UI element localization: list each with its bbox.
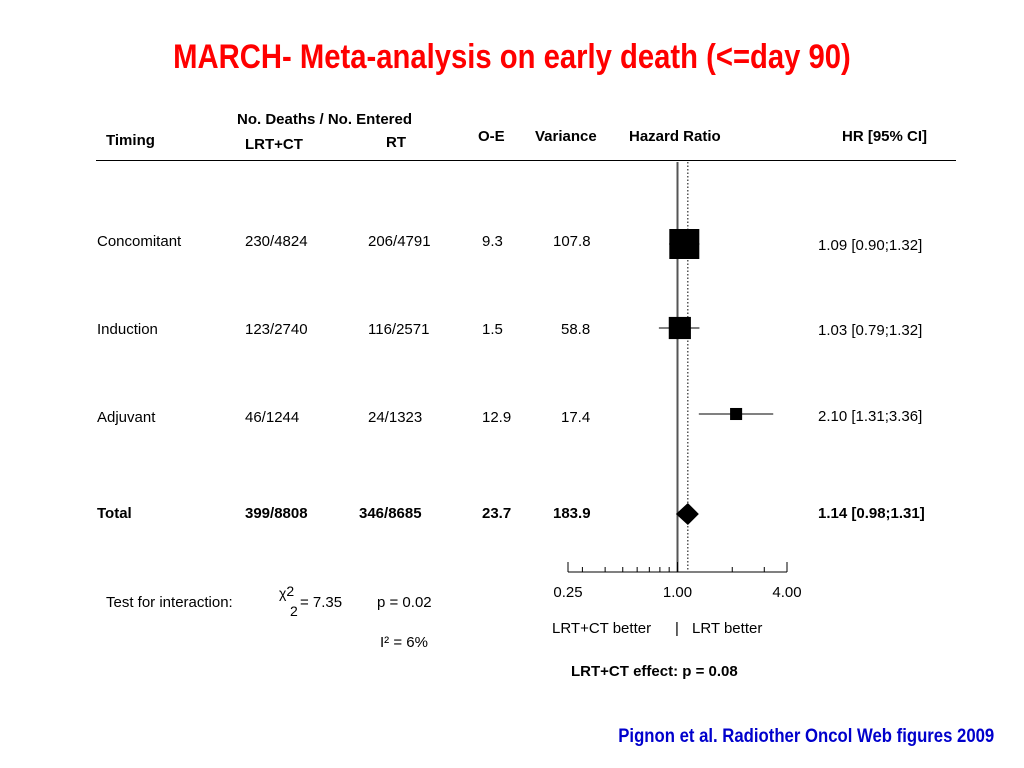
row-label-concomitant: Concomitant <box>97 233 182 250</box>
row-variance-induction: 58.8 <box>561 321 591 338</box>
row-hr-adjuvant: 2.10 [1.31;3.36] <box>818 408 923 425</box>
header-hazard-ratio: Hazard Ratio <box>629 128 721 145</box>
row-label-induction: Induction <box>97 321 158 338</box>
hr-square-induction <box>669 317 691 339</box>
hr-square-concomitant <box>669 229 699 259</box>
row-label-adjuvant: Adjuvant <box>97 409 156 426</box>
row-lrt-ct-induction: 123/2740 <box>245 321 308 338</box>
header-variance: Variance <box>535 128 597 145</box>
pooled-diamond <box>676 503 699 525</box>
header-oe: O-E <box>478 128 505 145</box>
chi-square-value: = 7.35 <box>300 594 343 611</box>
row-variance-total: 183.9 <box>553 505 591 522</box>
row-hr-induction: 1.03 [0.79;1.32] <box>818 322 923 339</box>
slide-title: MARCH- Meta-analysis on early death (<=day 90) <box>173 38 851 76</box>
row-variance-concomitant: 107.8 <box>553 233 591 250</box>
axis-caption-separator: | <box>675 620 679 637</box>
citation: Pignon et al. Radiother Oncol Web figures 2009 <box>618 726 994 747</box>
x-tick-label: 4.00 <box>772 584 802 601</box>
overall-effect: LRT+CT effect: p = 0.08 <box>571 663 738 680</box>
header-rt: RT <box>386 134 406 151</box>
header-hr-ci: HR [95% CI] <box>842 128 928 145</box>
row-oe-adjuvant: 12.9 <box>482 409 512 426</box>
chi-square-df: 2 <box>290 603 298 619</box>
row-lrt-ct-adjuvant: 46/1244 <box>245 409 300 426</box>
axis-caption-left: LRT+CT better <box>552 620 652 637</box>
x-tick-label: 1.00 <box>662 584 693 601</box>
row-lrt-ct-concomitant: 230/4824 <box>245 233 308 250</box>
row-oe-total: 23.7 <box>482 505 512 522</box>
row-lrt-ct-total: 399/8808 <box>245 505 308 522</box>
header-timing: Timing <box>106 132 155 149</box>
row-rt-concomitant: 206/4791 <box>368 233 431 250</box>
row-rt-total: 346/8685 <box>359 505 422 522</box>
x-tick-label: 0.25 <box>553 584 583 601</box>
axis-caption-right: LRT better <box>692 620 763 637</box>
interaction-p-value: p = 0.02 <box>377 594 432 611</box>
hr-square-adjuvant <box>730 408 742 420</box>
header-deaths-group: No. Deaths / No. Entered <box>237 111 413 128</box>
interaction-label: Test for interaction: <box>106 594 233 611</box>
row-oe-concomitant: 9.3 <box>482 233 503 250</box>
row-hr-total: 1.14 [0.98;1.31] <box>818 505 925 522</box>
row-oe-induction: 1.5 <box>482 321 503 338</box>
chi-square-symbol: χ2 <box>279 583 295 601</box>
row-variance-adjuvant: 17.4 <box>561 409 591 426</box>
row-label-total: Total <box>97 505 132 522</box>
row-rt-induction: 116/2571 <box>368 321 430 338</box>
i-squared: I² = 6% <box>380 634 428 651</box>
row-hr-concomitant: 1.09 [0.90;1.32] <box>818 237 923 254</box>
header-lrt-ct: LRT+CT <box>245 136 303 153</box>
row-rt-adjuvant: 24/1323 <box>368 409 423 426</box>
